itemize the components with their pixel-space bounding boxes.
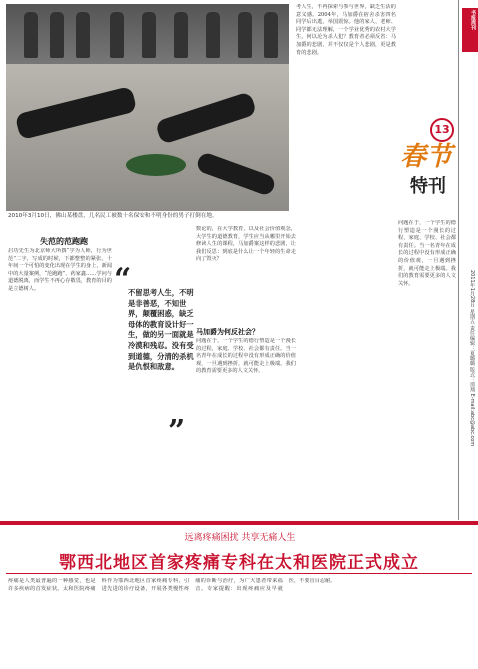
special-issue-title: 特刊 — [410, 176, 446, 197]
close-quote-icon: ” — [168, 414, 186, 449]
pull-quote: 不留思考人生，不明是非善恶，不知世界，颠覆困惑，缺乏母体的教育设计好一生，做的另一面就是冷漠和残忍。没有受到道德，分清的杀机是仇恨和敌意。 — [128, 288, 194, 372]
issue-date: 2011年1月28日 星期五 责任编辑：夏璐璐 版式：谭翔 E-mail:abc@abc.com — [469, 270, 475, 447]
ad-subtitle: 远离疼痛困扰 共享无痛人生 — [184, 533, 296, 543]
standing-figure — [264, 12, 278, 58]
standing-figure — [142, 12, 156, 58]
article-column-1: 启功先生为北京师大所撰“学为人师，行为世范”二字，写成的时候，下都整整的紧张。十年间一个可怕的变化出现在学生的身上，新闻中的大量案例，“范跑跑”、药家鑫……学问与道德脱离，而学生不再心存敬畏，教育的目的是立德树人。 — [8, 248, 112, 292]
green-cap — [126, 154, 186, 176]
article-column-3: 考人生，不再探索与参与世界，缺乏生活的意义感。2004年，马加爵在宿舍杀害四名同学后出逃，举国震惊。他的家人、老师、同学都无法理解，一个学业优秀的农村大学生，何以沦为杀人犯？教育者必须反省：马加爵的悲剧，并不仅仅是个人悲剧，更是教育的悲剧。 — [296, 4, 396, 56]
article-column-4: 问题在于，一个学生的德行塑造是一个漫长的过程，家庭、学校、社会都有责任。当一名青年在成长的过程中没有形成正确的价值观，一旦遇到挫折，就可能走上极端。我们的教育需要更多的人文关怀。 — [398, 220, 456, 287]
article-column-2b: 问题在于，一个学生的德行塑造是一个漫长的过程，家庭、学校、社会都有责任。当一名青年在成长的过程中没有形成正确的价值观，一旦遇到挫折，就可能走上极端。我们的教育需要更多的人文关怀。 — [196, 338, 296, 375]
photo-caption: 2010年3月10日，佛山某楼盘，几名民工被数十名保安和不明身份的男子打倒在地。 — [8, 213, 218, 219]
column-divider — [458, 0, 459, 520]
section-tab-label: 书报周刊 — [470, 10, 476, 30]
standing-figure — [238, 12, 252, 58]
article-heading: 失范的范跑跑 — [40, 237, 88, 246]
standing-figure — [174, 12, 188, 58]
spring-festival-title: 春节 — [400, 142, 453, 172]
photo-ground — [6, 64, 289, 211]
ad-body: 疼痛是人类最普遍的一种感觉，也是许多疾病的首发症状。太和医院疼痛科作为鄂西北地区首家疼痛专科，引进先进的诊疗设备，开展各类慢性疼痛的诊断与治疗，为广大患者带来福音。专家提醒：出现疼痛应及早就医，不要盲目忍耐。 — [8, 578, 336, 592]
article-column-2: 数论的，在大学教育，以及社会价值观念，大学生的道德教育，学生应当从哪里开始去修读人生的课程，马加爵案这样的悲剧，让我们反思：到底是什么让一个年轻的生命走向了毁灭？ — [196, 226, 296, 263]
standing-figure — [24, 12, 38, 58]
page-number: 13 — [430, 118, 454, 142]
standing-figure — [76, 12, 90, 58]
news-photo — [6, 4, 289, 211]
ad-title: 鄂西北地区首家疼痛专科在太和医院正式成立 — [59, 553, 419, 573]
article-subheading: 马加爵为何反社会？ — [196, 328, 259, 336]
standing-figure — [110, 12, 124, 58]
open-quote-icon: “ — [114, 262, 132, 297]
standing-figure — [50, 12, 64, 58]
standing-figure — [206, 12, 220, 58]
ad-divider — [6, 573, 472, 574]
